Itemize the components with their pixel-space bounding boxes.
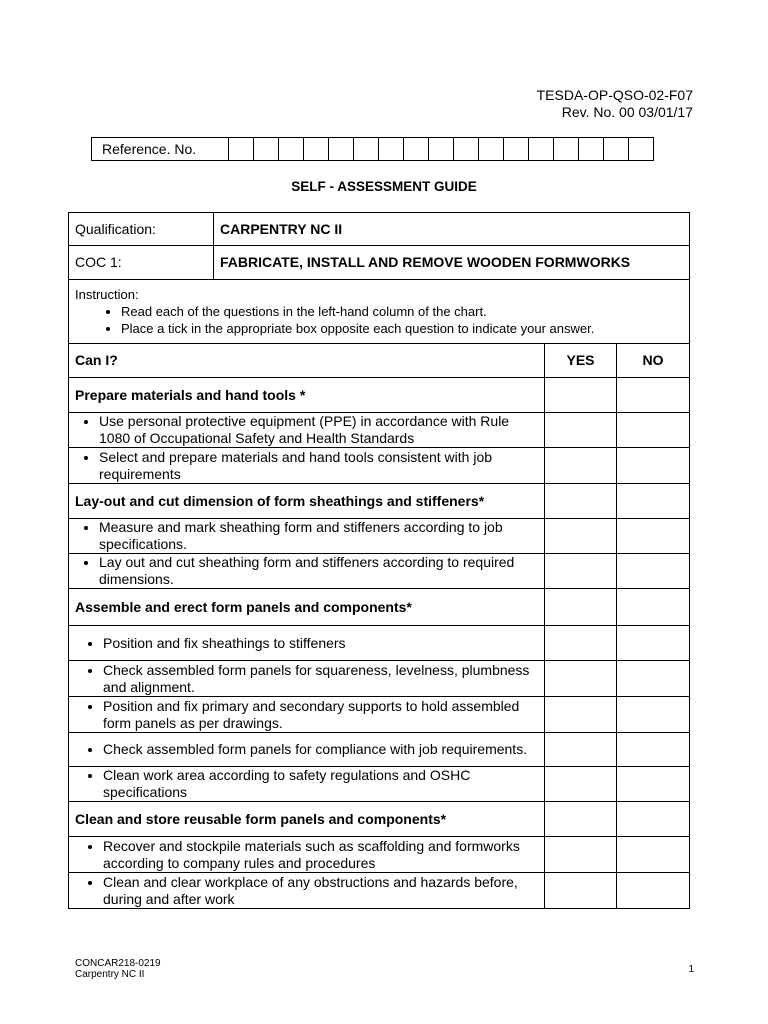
question-bullet-list — [75, 698, 538, 732]
footer-code: CONCAR218-0219 — [75, 958, 161, 969]
assessment-question — [69, 554, 545, 589]
reference-digit-box[interactable] — [404, 138, 429, 161]
section-yes-checkbox[interactable] — [545, 378, 617, 413]
answer-no-checkbox[interactable] — [617, 837, 690, 873]
assessment-question — [69, 413, 545, 448]
question-text: • Measure and mark sheathing form and stiffeners according to job specifications. — [99, 519, 538, 553]
instruction-cell — [69, 280, 690, 344]
question-text: • Position and fix primary and secondary supports to hold assembled form panels as per drawings. — [103, 698, 538, 732]
answer-no-checkbox[interactable] — [617, 413, 690, 448]
answer-yes-checkbox[interactable] — [545, 837, 617, 873]
assessment-table — [68, 212, 690, 909]
reference-digit-box[interactable] — [579, 138, 604, 161]
page-number: 1 — [688, 964, 694, 975]
section-heading: Prepare materials and hand tools * — [69, 378, 545, 413]
section-no-checkbox[interactable] — [617, 589, 690, 626]
instruction-item: • Read each of the questions in the left-hand column of the chart. — [121, 303, 683, 320]
reference-digit-box[interactable] — [254, 138, 279, 161]
qualification-value: CARPENTRY NC II — [214, 213, 690, 246]
page-title: SELF - ASSESSMENT GUIDE — [291, 179, 477, 194]
assessment-question — [69, 661, 545, 697]
question-bullet-list — [75, 838, 538, 872]
assessment-question — [69, 697, 545, 733]
section-heading: Assemble and erect form panels and components* — [69, 589, 545, 626]
reference-number-table — [91, 137, 654, 161]
question-text: • Lay out and cut sheathing form and stiffeners according to required dimensions. — [99, 554, 538, 588]
instruction-item: • Place a tick in the appropriate box opposite each question to indicate your answer. — [121, 320, 683, 337]
instruction-label: Instruction: — [75, 287, 139, 302]
section-yes-checkbox[interactable] — [545, 589, 617, 626]
answer-no-checkbox[interactable] — [617, 873, 690, 909]
answer-yes-checkbox[interactable] — [545, 519, 617, 554]
answer-yes-checkbox[interactable] — [545, 767, 617, 802]
question-bullet-list — [75, 767, 538, 801]
instruction-list — [75, 303, 683, 337]
reference-digit-box[interactable] — [329, 138, 354, 161]
question-bullet-list — [75, 741, 538, 758]
reference-digit-box[interactable] — [479, 138, 504, 161]
column-header-yes: YES — [545, 344, 617, 378]
question-text: • Clean and clear workplace of any obstructions and hazards before, during and after work — [103, 874, 538, 908]
answer-yes-checkbox[interactable] — [545, 873, 617, 909]
question-text: • Use personal protective equipment (PPE) in accordance with Rule 1080 of Occupational Safety and Health Standards — [99, 413, 538, 447]
document-code: TESDA-OP-QSO-02-F07 — [536, 87, 693, 103]
section-heading: Clean and store reusable form panels and components* — [69, 802, 545, 837]
reference-digit-box[interactable] — [554, 138, 579, 161]
question-text: • Clean work area according to safety regulations and OSHC specifications — [103, 767, 538, 801]
answer-yes-checkbox[interactable] — [545, 733, 617, 767]
question-bullet-list — [75, 874, 538, 908]
answer-yes-checkbox[interactable] — [545, 413, 617, 448]
reference-digit-box[interactable] — [304, 138, 329, 161]
assessment-question — [69, 837, 545, 873]
answer-no-checkbox[interactable] — [617, 448, 690, 484]
assessment-question — [69, 448, 545, 484]
answer-no-checkbox[interactable] — [617, 626, 690, 661]
reference-digit-box[interactable] — [379, 138, 404, 161]
reference-digit-box[interactable] — [229, 138, 254, 161]
answer-no-checkbox[interactable] — [617, 519, 690, 554]
answer-yes-checkbox[interactable] — [545, 697, 617, 733]
reference-digit-box[interactable] — [629, 138, 654, 161]
answer-yes-checkbox[interactable] — [545, 661, 617, 697]
reference-digit-box[interactable] — [504, 138, 529, 161]
assessment-question — [69, 733, 545, 767]
answer-no-checkbox[interactable] — [617, 767, 690, 802]
assessment-question — [69, 626, 545, 661]
answer-no-checkbox[interactable] — [617, 733, 690, 767]
document-code-block — [537, 87, 693, 121]
column-header-no: NO — [617, 344, 690, 378]
section-yes-checkbox[interactable] — [545, 484, 617, 519]
question-text: • Check assembled form panels for squareness, levelness, plumbness and alignment. — [103, 662, 538, 696]
section-no-checkbox[interactable] — [617, 802, 690, 837]
reference-digit-box[interactable] — [604, 138, 629, 161]
answer-no-checkbox[interactable] — [617, 697, 690, 733]
question-bullet-list — [75, 449, 538, 483]
assessment-question — [69, 519, 545, 554]
question-text: • Select and prepare materials and hand tools consistent with job requirements — [99, 449, 538, 483]
footer-name: Carpentry NC II — [75, 969, 145, 980]
answer-no-checkbox[interactable] — [617, 554, 690, 589]
question-text: • Check assembled form panels for compliance with job requirements. — [103, 741, 538, 758]
reference-digit-box[interactable] — [429, 138, 454, 161]
question-text: • Position and fix sheathings to stiffeners — [103, 635, 538, 652]
section-no-checkbox[interactable] — [617, 378, 690, 413]
footer-block — [75, 958, 161, 980]
reference-digit-box[interactable] — [279, 138, 304, 161]
question-bullet-list — [75, 413, 538, 447]
qualification-label: Qualification: — [69, 213, 214, 246]
section-no-checkbox[interactable] — [617, 484, 690, 519]
reference-digit-box[interactable] — [354, 138, 379, 161]
question-bullet-list — [75, 635, 538, 652]
revision-number: Rev. No. 00 03/01/17 — [561, 104, 693, 120]
answer-yes-checkbox[interactable] — [545, 626, 617, 661]
assessment-question — [69, 767, 545, 802]
column-header-question: Can I? — [69, 344, 545, 378]
section-yes-checkbox[interactable] — [545, 802, 617, 837]
answer-yes-checkbox[interactable] — [545, 554, 617, 589]
reference-digit-box[interactable] — [454, 138, 479, 161]
assessment-question — [69, 873, 545, 909]
coc-label: COC 1: — [69, 246, 214, 280]
answer-yes-checkbox[interactable] — [545, 448, 617, 484]
question-bullet-list — [75, 519, 538, 553]
reference-number-label: Reference. No. — [92, 138, 229, 161]
coc-value: FABRICATE, INSTALL AND REMOVE WOODEN FORMWORKS — [214, 246, 690, 280]
section-heading: Lay-out and cut dimension of form sheathings and stiffeners* — [69, 484, 545, 519]
answer-no-checkbox[interactable] — [617, 661, 690, 697]
reference-digit-box[interactable] — [529, 138, 554, 161]
question-text: • Recover and stockpile materials such as scaffolding and formworks according to company rules and procedures — [103, 838, 538, 872]
question-bullet-list — [75, 554, 538, 588]
question-bullet-list — [75, 662, 538, 696]
